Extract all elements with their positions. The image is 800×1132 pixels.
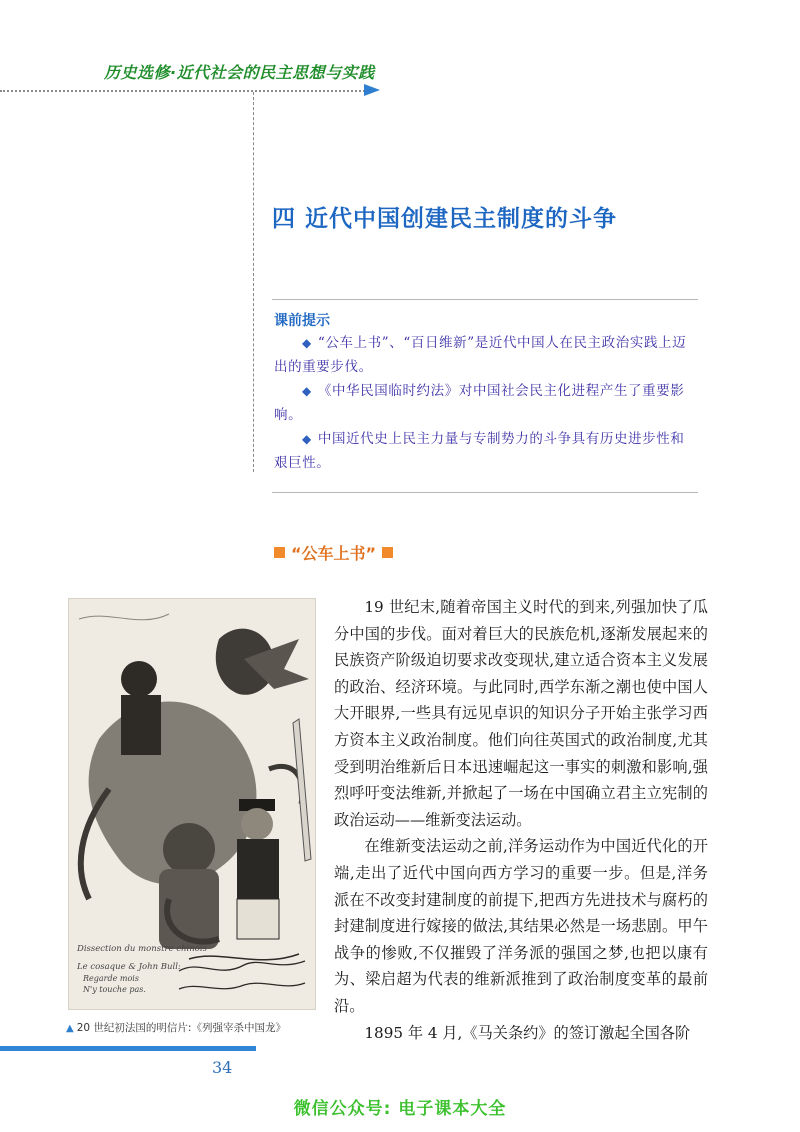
arrow-right-icon [364,84,380,96]
diamond-bullet-icon: ◆ [302,432,312,446]
hints-bottom-rule [272,492,698,493]
hints-title: 课前提示 [274,313,330,329]
watermark: 微信公众号: 电子课本大全 [293,1099,507,1119]
hint-item: ◆ “公车上书”、“百日维新”是近代中国人在民主政治实践上迈出的重要步伐。 [274,335,687,375]
inscription-text: Regarde mois [83,974,139,983]
inscription-text: Dissection du monstre chinois [77,944,207,954]
paragraph: 19 世纪末,随着帝国主义时代的到来,列强加快了瓜分中国的步伐。面对着巨大的民族危机,逐渐发展起来的民族资产阶级迫切要求改变现状,建立适合资本主义发展的政治、经济环境。与此同时,西学东渐之潮也使中国人大开眼界,一些具有远见卓识的知识分子开始主张学习西方资本主义政治制度。他们向往英国式的政治制度,尤其受到明治维新后日本迅速崛起这一事实的刺激和影响,强烈呼吁变法维新,并掀起了一场在中国确立君主立宪制的政治运动——维新变法运动。 [334,598,708,829]
book-title: 历史选修·近代社会的民主思想与实践 [104,63,375,82]
footer-bar [0,1046,256,1051]
hints-list [274,331,696,475]
inscription-text: N'y touche pas. [83,985,146,994]
paragraph: 在维新变法运动之前,洋务运动作为中国近代化的开端,走出了近代中国向西方学习的重要一步。但是,洋务派在不改变封建制度的前提下,把西方先进技术与腐朽的封建制度进行嫁接的做法,其结果必然是一场悲剧。甲午战争的惨败,不仅摧毁了洋务派的强国之梦,也把以康有为、梁启超为代表的维新派推到了政治制度变革的最前沿。 [334,837,708,1015]
page-number: 34 [212,1058,233,1077]
header-dotted-rule [0,90,372,92]
hint-item: ◆ 《中华民国临时约法》对中国社会民主化进程产生了重要影响。 [274,383,685,423]
square-bullet-icon [382,547,393,558]
hints-top-rule [272,299,698,300]
hint-item: ◆ 中国近代史上民主力量与专制势力的斗争具有历史进步性和艰巨性。 [274,431,685,471]
section-heading: “公车上书” [274,541,393,564]
cartoon-drawing [69,599,315,1009]
figure-caption: ▲ 20 世纪初法国的明信片:《列强宰杀中国龙》 [66,1022,286,1034]
chapter-title: 四 近代中国创建民主制度的斗争 [272,206,618,232]
paragraph: 1895 年 4 月,《马关条约》的签订激起全国各阶 [364,1023,691,1042]
postcard-illustration [68,598,316,1010]
inscription-text: Le cosaque & John Bull: [77,962,181,972]
triangle-bullet-icon: ▲ [66,1023,74,1034]
vertical-dashed-rule [253,92,254,472]
square-bullet-icon [274,547,285,558]
diamond-bullet-icon: ◆ [302,336,312,350]
diamond-bullet-icon: ◆ [302,384,312,398]
body-text [334,594,708,1046]
